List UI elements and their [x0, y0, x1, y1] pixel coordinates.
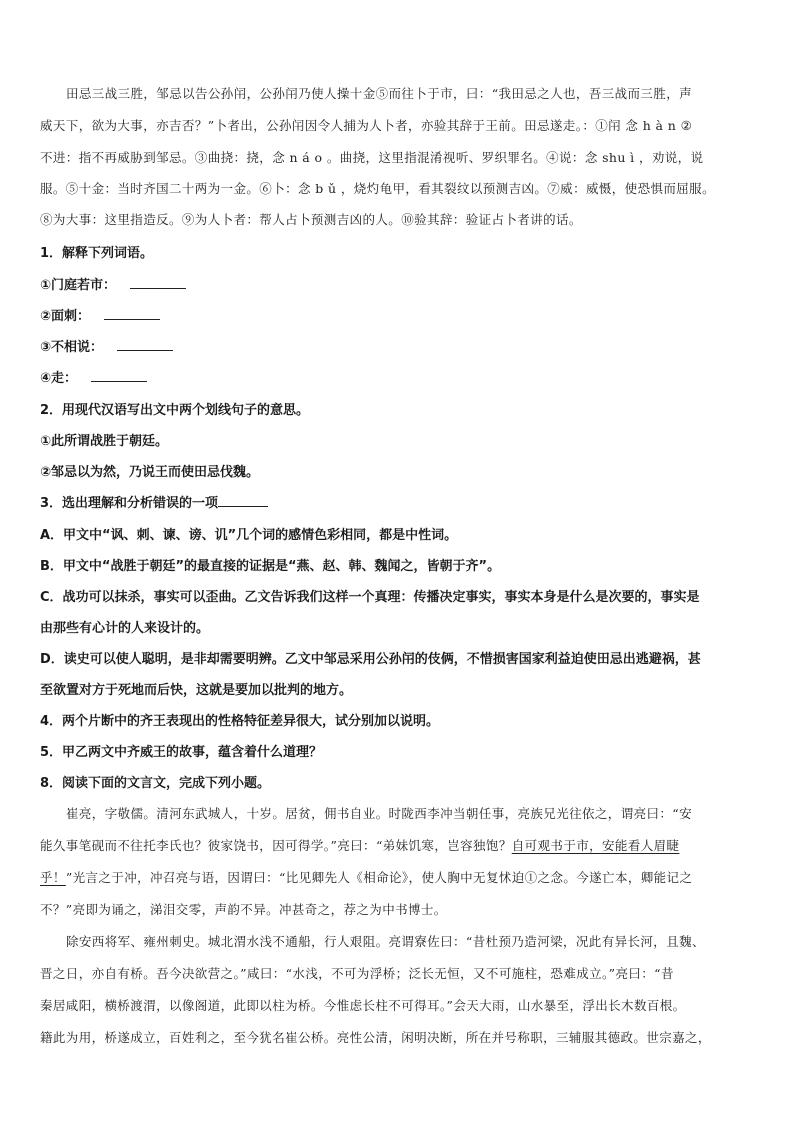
answer-blank[interactable]	[91, 369, 147, 382]
passage-a-line-5: ⑧为大事：这里指造反。⑨为人卜者：帮人占卜预测吉凶的人。⑩验其辞：验证占卜者讲的话。	[40, 212, 582, 227]
underlined-sentence: 自可观书于市，安能看人眉睫	[511, 838, 680, 853]
passage-b-line-7: 秦居咸阳，横桥渡渭，以像阁道，此即以柱为桥。今惟虑长柱不可得耳。”会天大雨，山水暴至，浮出长木数百根。	[40, 998, 686, 1013]
question-3-option-c-line-2: 由那些有心计的人来设计的。	[40, 621, 210, 636]
question-1-item-1: ①门庭若市：	[40, 274, 770, 293]
passage-a-line-1: 田忌三战三胜，邹忌以告公孙闬，公孙闬乃使人操十金⑤而往卜于市，曰：“我田忌之人也，吾三战而三胜，声	[66, 86, 692, 101]
answer-blank[interactable]	[130, 276, 186, 289]
question-4-title: 4．两个片断中的齐王表现出的性格特征差异很大，试分别加以说明。	[40, 714, 440, 729]
question-3-option-a[interactable]: A．甲文中“讽、刺、谏、谤、讥”几个词的感情色彩相同，都是中性词。	[40, 528, 458, 543]
passage-b-line-1: 崔亮，字敬儒。清河东武城人，十岁。居贫，佣书自业。时陇西李冲当朝任事，亮族兄光往依之，谓亮曰：“安	[66, 806, 692, 821]
question-3-title: 3．选出理解和分析错误的一项	[40, 492, 770, 511]
question-2-title: 2．用现代汉语写出文中两个划线句子的意思。	[40, 403, 310, 418]
question-3-option-b[interactable]: B．甲文中“战胜于朝廷”的最直接的证据是“燕、赵、韩、魏闻之，皆朝于齐”。	[40, 559, 501, 574]
passage-b-line-5: 除安西将军、雍州刺史。城北渭水浅不通船，行人艰阻。亮谓寮佐曰：“昔杜预乃造河梁，况此有异长河，且魏、	[66, 934, 705, 949]
question-1-item-4: ④走：	[40, 367, 770, 386]
answer-blank[interactable]	[104, 307, 160, 320]
passage-b-line-2: 能久事笔砚而不往托李氏也？彼家饶书，因可得学。”亮曰：“弟妹饥寒，岂容独饱？自可观书于市，安能看人眉睫	[40, 838, 680, 853]
passage-b-line-6: 晋之日，亦自有桥。吾今决欲营之。”咸曰：“水浅，不可为浮桥；泛长无恒，又不可施柱，恐难成立。”亮曰：“昔	[40, 966, 674, 981]
question-2-item-1: ①此所谓战胜于朝廷。	[40, 434, 169, 449]
passage-a-line-2: 威天下，欲为大事，亦吉否？”卜者出，公孙闬因令人捕为人卜者，亦验其辞于王前。田忌遂走。：①闬 念 h à n ②	[40, 118, 693, 133]
passage-a-line-4: 服。⑤十金：当时齐国二十两为一金。⑥卜：念 b ǔ ，烧灼龟甲，看其裂纹以预测吉凶。⑦威：威慑，使恐惧而屈服。	[40, 181, 715, 196]
passage-a-line-3: 不进：指不再威胁到邹忌。③曲挠：挠，念 n á o 。曲挠，这里指混淆视听、罗织罪名。④说：念 shu ì ，劝说，说	[40, 150, 704, 165]
question-3-option-d-line-2: 至欲置对方于死地而后快，这就是要加以批判的地方。	[40, 683, 353, 698]
answer-blank[interactable]	[218, 494, 268, 507]
underlined-sentence: 乎！	[40, 870, 66, 885]
passage-b-line-8: 籍此为用，桥遂成立，百姓利之，至今犹名崔公桥。亮性公清，闲明决断，所在并号称职，三辅服其德政。世宗嘉之，	[40, 1030, 711, 1045]
question-1-item-2: ②面刺：	[40, 305, 770, 324]
question-5-title: 5．甲乙两文中齐威王的故事，蕴含着什么道理？	[40, 745, 323, 760]
question-1-title: 1．解释下列词语。	[40, 246, 154, 261]
passage-b-line-4: 不？”亮即为诵之，涕泪交零，声韵不异。冲甚奇之，荐之为中书博士。	[40, 902, 447, 917]
question-1-item-3: ③不相说：	[40, 336, 770, 355]
question-8-title: 8．阅读下面的文言文，完成下列小题。	[40, 776, 271, 791]
question-2-item-2: ②邹忌以为然，乃说王而使田忌伐魏。	[40, 465, 260, 480]
question-3-option-d-line-1[interactable]: D．读史可以使人聪明，是非却需要明辨。乙文中邹忌采用公孙闬的伎俩，不惜损害国家利益迫使田忌出逃避祸，甚	[40, 652, 701, 667]
question-3-option-c-line-1[interactable]: C．战功可以抹杀，事实可以歪曲。乙文告诉我们这样一个真理：传播决定事实，事实本身是什么是次要的，事实是	[40, 590, 700, 605]
answer-blank[interactable]	[117, 338, 173, 351]
passage-b-line-3: 乎！”光言之于冲，冲召亮与语，因谓曰：“比见卿先人《相命论》，使人胸中无复怵迫①之念。今遂亡本，卿能记之	[40, 870, 693, 885]
